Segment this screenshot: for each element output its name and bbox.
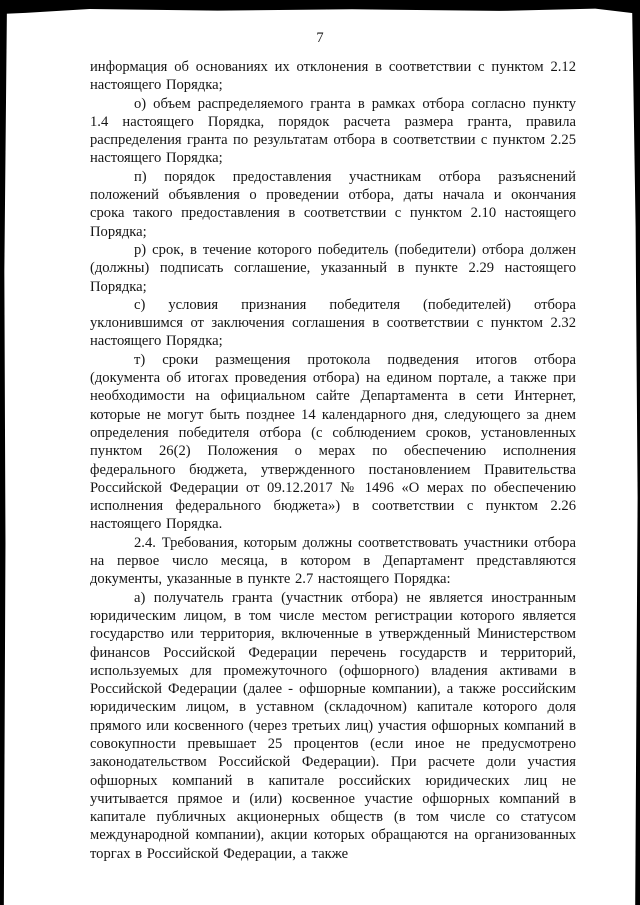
scan-border-right bbox=[632, 0, 640, 905]
scan-border-top bbox=[0, 0, 640, 14]
paragraph-item-o: о) объем распределяемого гранта в рамках отбора согласно пункту 1.4 настоящего Порядка, порядок расчета размера гранта, правила распределения гранта по результатам отбора в соответствии с пунктом 2.25 настоящего Порядка; bbox=[90, 95, 576, 167]
scan-border-left bbox=[0, 0, 7, 905]
document-body bbox=[90, 58, 576, 863]
paragraph-item-a: а) получатель гранта (участник отбора) не является иностранным юридическим лицом, в том числе местом регистрации которого является государство или территория, включенные в утвержденный Министерством финансов Российской Федерации перечень государств и территорий, используемых для промежуточного (офшорного) владения активами в Российской Федерации (далее - офшорные компании), а также российским юридическим лицом, в уставном (складочном) капитале которого доля прямого или косвенного (через третьих лиц) участия офшорных компаний в совокупности превышает 25 процентов (если иное не предусмотрено законодательством Российской Федерации). При расчете доли участия офшорных компаний в капитале российских юридических лиц не учитывается прямое и (или) косвенное участие офшорных компаний в капитале публичных акционерных обществ (в том числе со статусом международной компании), акции которых обращаются на организованных торгах в Российской Федерации, а также bbox=[90, 589, 576, 862]
paragraph-continuation: информация об основаниях их отклонения в соответствии с пунктом 2.12 настоящего Порядка; bbox=[90, 59, 576, 94]
paragraph-item-s: с) условия признания победителя (победителей) отбора уклонившимся от заключения соглашения в соответствии с пунктом 2.32 настоящего Порядка; bbox=[90, 296, 576, 350]
paragraph-item-t: т) сроки размещения протокола подведения итогов отбора (документа об итогах проведения отбора) на едином портале, а также при необходимости на официальном сайте Департамента в сети Интернет, которые не могут быть позднее 14 календарного дня, следующего за днем определения победителя отбора (с соблюдением сроков, установленных пунктом 26(2) Положения о мерах по обеспечению исполнения федерального бюджета, утвержденного постановлением Правительства Российской Федерации от 09.12.2017 № 1496 «О мерах по обеспечению исполнения федерального бюджета») в соответствии с пунктом 2.26 настоящего Порядка. bbox=[90, 351, 576, 533]
page-number: 7 bbox=[316, 30, 324, 46]
paragraph-item-r: р) срок, в течение которого победитель (победители) отбора должен (должны) подписать соглашение, указанный в пункте 2.29 настоящего Порядка; bbox=[90, 241, 576, 295]
paragraph-item-p: п) порядок предоставления участникам отбора разъяснений положений объявления о проведении отбора, даты начала и окончания срока такого предоставления в соответствии с пунктом 2.10 настоящего Порядка; bbox=[90, 168, 576, 240]
paragraph-section-2-4: 2.4. Требования, которым должны соответствовать участники отбора на первое число месяца, в котором в Департамент представляются документы, указанные в пункте 2.7 настоящего Порядка: bbox=[90, 534, 576, 588]
